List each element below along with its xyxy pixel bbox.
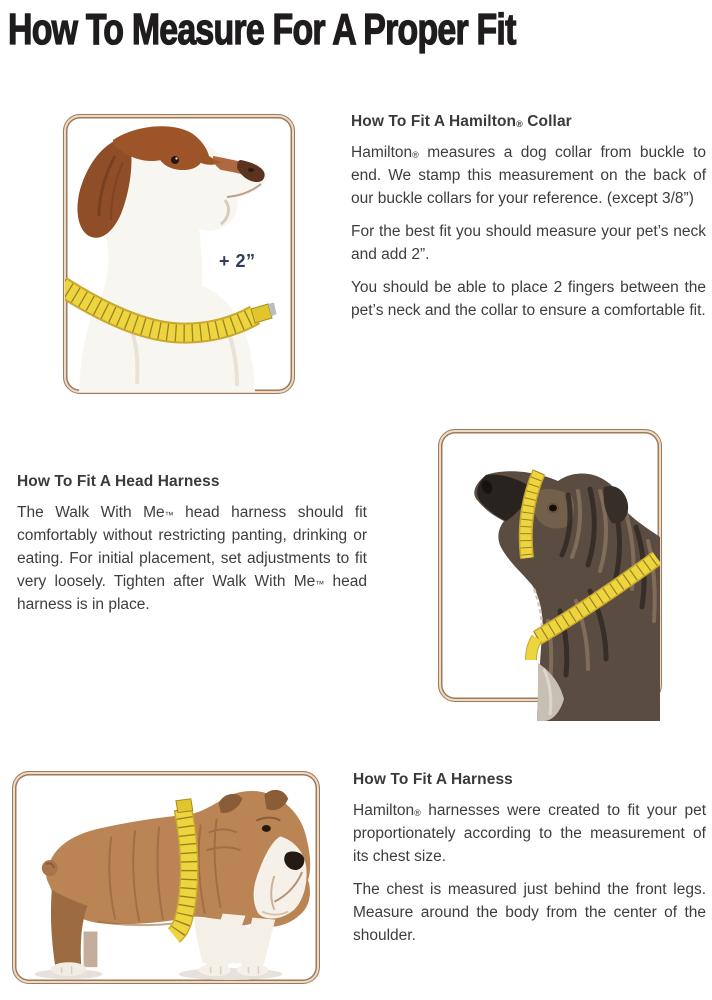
- collar-paragraph: For the best fit you should measure your pet’s neck and add 2”.: [351, 223, 706, 263]
- harness-text-block: [353, 770, 706, 957]
- dog-harness-photo-illustration: [14, 773, 318, 982]
- dog-head-harness-photo-illustration: [440, 431, 660, 721]
- dog-eye: [171, 156, 179, 164]
- head-harness-photo-frame: [438, 429, 662, 702]
- harness-paragraph: The chest is measured just behind the front legs. Measure around the body from the center of the shoulder.: [353, 881, 706, 944]
- collar-photo-frame: [63, 114, 295, 394]
- dog-eye: [549, 505, 557, 512]
- dog-eye: [262, 825, 271, 832]
- collar-paragraph: You should be able to place 2 fingers between the pet’s neck and the collar to ensure a comfortable fit.: [351, 279, 706, 319]
- collar-text-block: [351, 112, 706, 332]
- dog-collar-photo-illustration: [65, 116, 293, 392]
- collar-heading: How To Fit A Hamilton$_®$ Collar: [351, 113, 572, 130]
- head-harness-heading: How To Fit A Head Harness: [17, 473, 220, 490]
- page-title: How To Measure For A Proper Fit: [8, 5, 516, 54]
- harness-paragraph: Hamilton$_®$ harnesses were created to fit your pet proportionately according to the measurement of its chest size.: [353, 802, 706, 865]
- harness-heading: How To Fit A Harness: [353, 771, 513, 788]
- head-harness-text-block: [17, 472, 367, 626]
- harness-photo-frame: [12, 771, 320, 984]
- add-two-inches-label: + 2”: [219, 251, 256, 271]
- head-harness-paragraph: The Walk With $Me_™$ head harness should fit comfortably without restricting panting, drinking or eating. For initial placement, set adjustments to fit very loosely. Tighten after Walk With $Me_™$ head harness is in place.: [17, 504, 367, 613]
- collar-paragraph: Hamilton$_®$ measures a dog collar from buckle to end. We stamp this measurement on the back of our buckle collars for your reference. (except 3/8”): [351, 144, 706, 207]
